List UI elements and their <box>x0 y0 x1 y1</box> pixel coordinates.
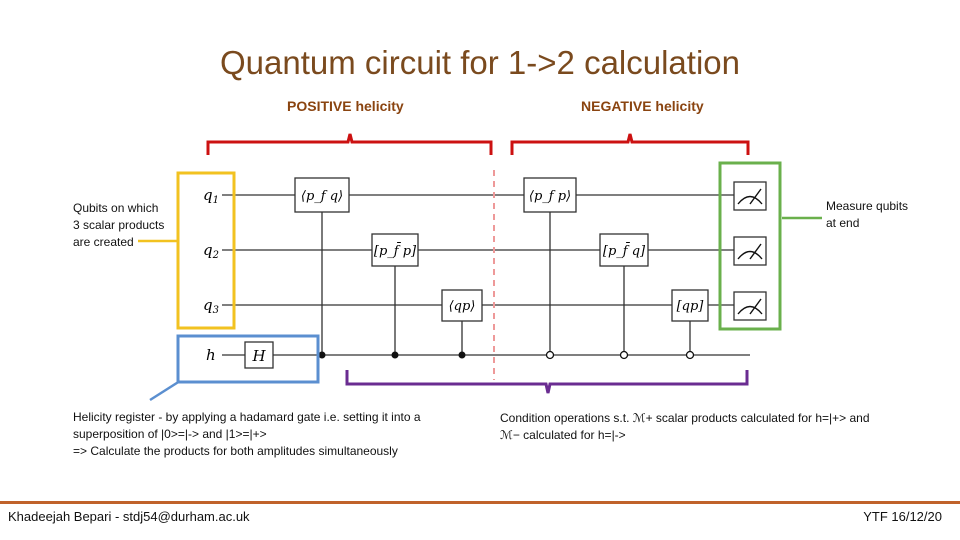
anti-control-dot <box>547 352 554 359</box>
positive-brace <box>208 134 491 155</box>
qubit-label-q2: $q_2$ <box>203 241 219 261</box>
hadamard-gate-label: H <box>252 347 266 365</box>
gate-pfbar-q-label: [p_f̄ q] <box>602 244 646 259</box>
footer-author: Khadeejah Bepari - stdj54@durham.ac.uk <box>8 509 250 524</box>
footer-event: YTF 16/12/20 <box>863 509 942 524</box>
control-dot <box>319 352 326 359</box>
qubit-label-q1: $q_1$ <box>203 186 219 206</box>
slide-title: Quantum circuit for 1->2 calculation <box>220 44 740 81</box>
negative-brace <box>512 134 748 155</box>
control-dot <box>459 352 466 359</box>
positive-helicity-label: POSITIVE helicity <box>287 98 404 114</box>
measurement-gate-q2 <box>734 237 766 265</box>
qubit-label-q3: $q_3$ <box>203 296 219 316</box>
helicity-register-note: Helicity register - by applying a hadamard gate i.e. setting it into a superposition of |0>=|-> and |1>=|+> => Calculate the products for both amplitudes simultaneously <box>73 410 421 458</box>
gate-pfbar-p-label: [p_f̄ p] <box>373 244 417 259</box>
condition-brace <box>347 370 747 393</box>
measurement-gate-q1 <box>734 182 766 210</box>
measurement-gate-q3 <box>734 292 766 320</box>
condition-note: Condition operations s.t. ℳ+ scalar products calculated for h=|+> and ℳ− calculated for h=|-> <box>500 411 870 442</box>
helicity-arrow <box>150 381 180 400</box>
gate-pf-p-label: ⟨p_f p⟩ <box>528 189 572 204</box>
gate-qp-angle-label: ⟨qp⟩ <box>448 299 476 314</box>
gate-qp-square-label: [qp] <box>676 299 704 314</box>
anti-control-dot <box>621 352 628 359</box>
measure-note: Measure qubits at end <box>826 199 909 230</box>
qubits-note: Qubits on which 3 scalar products are created <box>73 201 165 249</box>
footer-divider <box>0 501 960 504</box>
negative-helicity-label: NEGATIVE helicity <box>581 98 704 114</box>
anti-control-dot <box>687 352 694 359</box>
control-dot <box>392 352 399 359</box>
qubit-label-h: h <box>206 346 216 364</box>
gate-pf-q-label: ⟨p_f q⟩ <box>300 189 344 204</box>
